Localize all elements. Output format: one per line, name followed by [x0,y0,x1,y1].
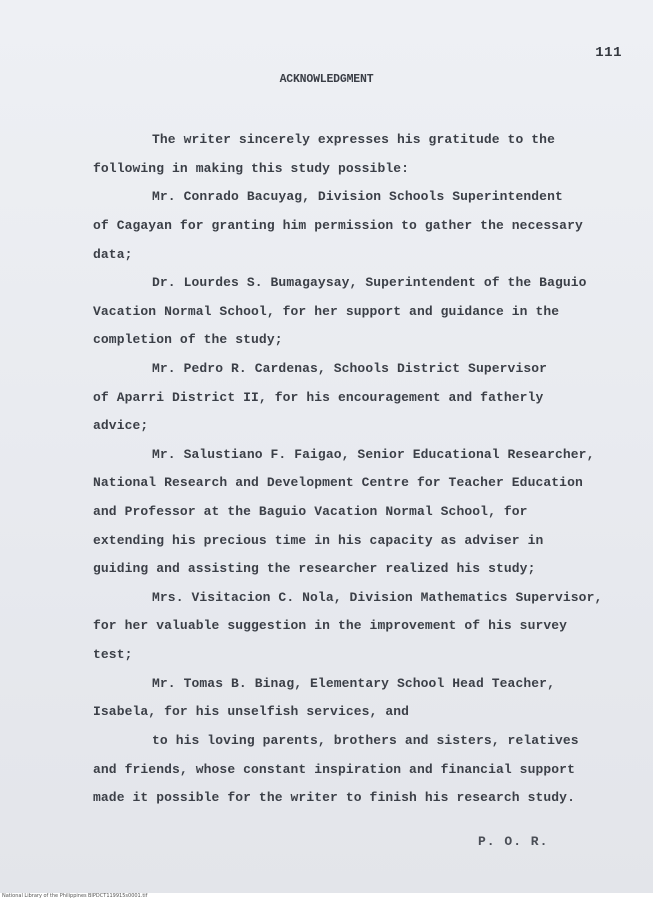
page-title: ACKNOWLEDGMENT [279,73,374,86]
text-line: data; [93,247,133,262]
text-line: Mrs. Visitacion C. Nola, Division Mathematics Supervisor, [152,590,603,605]
text-line: made it possible for the writer to finish his research study. [93,790,575,805]
text-line: for her valuable suggestion in the improvement of his survey [93,618,568,633]
text-line: extending his precious time in his capacity as adviser in [93,533,544,548]
text-line: Mr. Pedro R. Cardenas, Schools District Supervisor [152,361,548,376]
text-line: completion of the study; [93,332,283,347]
signature-initials: P. O. R. [478,834,549,849]
footer-source: National Library of the Philippines [2,893,87,899]
text-line: test; [93,647,133,662]
scan-footer [0,893,653,900]
footer-file-id: BIPDCT119915s0001.tif [88,893,148,899]
text-line: Vacation Normal School, for her support and guidance in the [93,304,560,319]
page-number: 111 [595,45,622,61]
text-line: Mr. Tomas B. Binag, Elementary School Head Teacher, [152,676,555,691]
text-line: of Aparri District II, for his encouragement and fatherly [93,390,544,405]
text-line: and Professor at the Baguio Vacation Normal School, for [93,504,528,519]
text-line: The writer sincerely expresses his gratitude to the [152,132,555,147]
text-line: Mr. Salustiano F. Faigao, Senior Educational Researcher, [152,447,595,462]
text-line: to his loving parents, brothers and sisters, relatives [152,733,579,748]
text-line: Mr. Conrado Bacuyag, Division Schools Superintendent [152,189,563,204]
text-line: advice; [93,418,149,433]
text-line: Dr. Lourdes S. Bumagaysay, Superintendent of the Baguio [152,275,587,290]
text-line: and friends, whose constant inspiration and financial support [93,762,575,777]
text-line: National Research and Development Centre for Teacher Education [93,475,583,490]
text-line: guiding and assisting the researcher realized his study; [93,561,536,576]
text-line: of Cagayan for granting him permission to gather the necessary [93,218,583,233]
text-line: following in making this study possible: [93,161,410,176]
text-line: Isabela, for his unselfish services, and [93,704,410,719]
